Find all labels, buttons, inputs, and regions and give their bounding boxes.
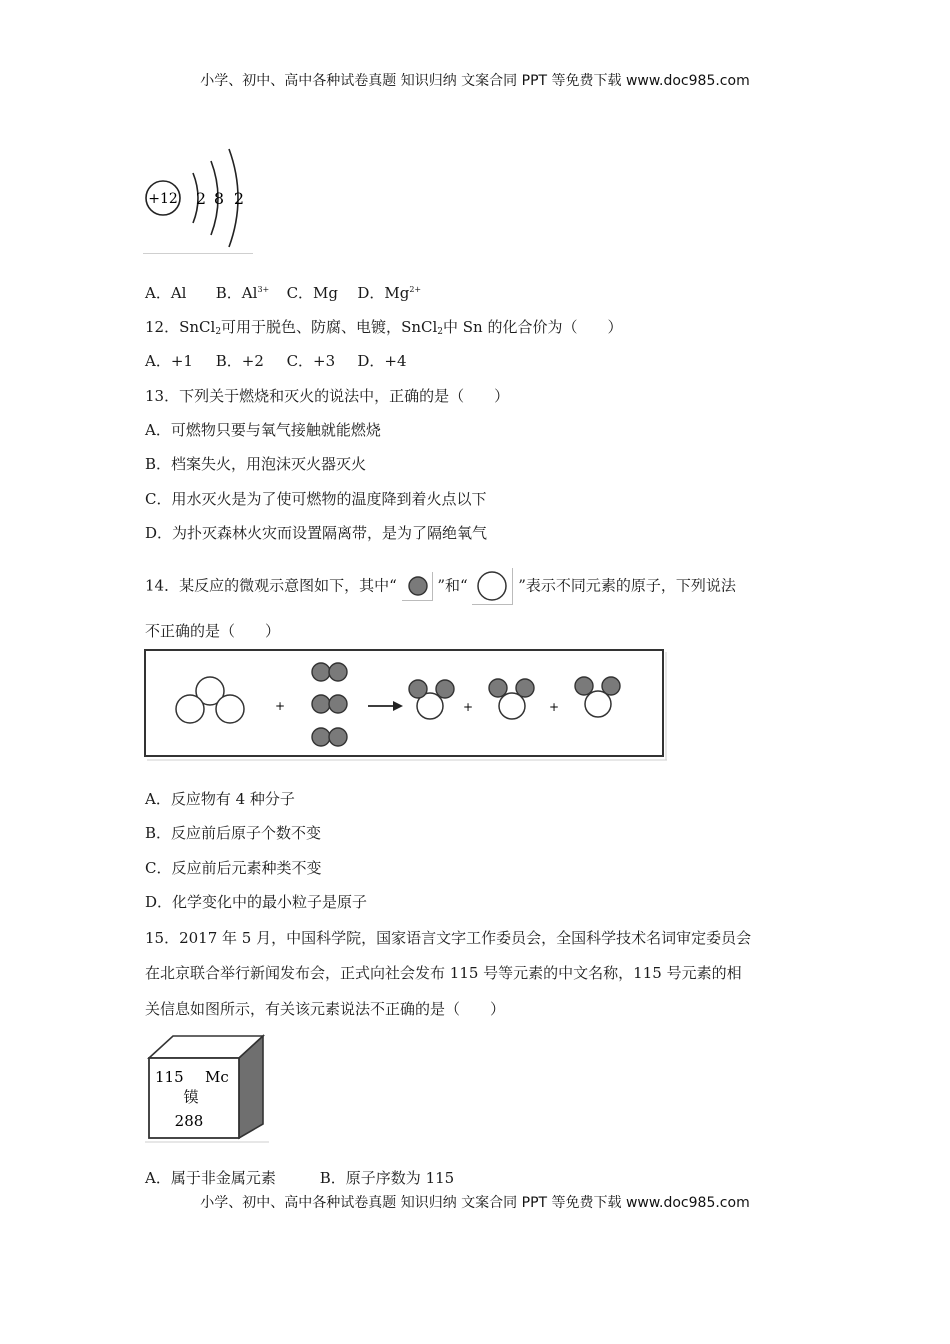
reaction-diagram-svg [143, 648, 668, 764]
q13-stem: 13．下列关于燃烧和灭火的说法中，正确的是（ ） [145, 387, 510, 405]
q14-option-c: C．反应前后元素种类不变 [145, 859, 322, 877]
q11-options [145, 282, 421, 303]
element-atomic-mass: 288 [174, 1112, 204, 1130]
dark-atom-icon [409, 577, 427, 595]
q14-stem-line1: 14．某反应的微观示意图如下，其中“ ”和“ ”表示不同元素的原子，下列说法 [145, 568, 736, 605]
q15-stem-line3: 关信息如图所示，有关该元素说法不正确的是（ ） [145, 1000, 506, 1018]
q11-option-d-charge: 2+ [409, 285, 422, 294]
q14-option-a: A．反应物有 4 种分子 [145, 790, 295, 808]
plus-sign-2: + [462, 700, 474, 714]
light-atom-legend [472, 568, 513, 605]
q15-options [145, 1167, 454, 1188]
q11-option-c: C．Mg [286, 284, 339, 302]
plus-sign-3: + [548, 700, 560, 714]
element-card-svg [143, 1030, 271, 1144]
q13-option-a: A．可燃物只要与氧气接触就能燃烧 [145, 421, 381, 439]
q12-option-c: C．+3 [286, 352, 336, 370]
element-symbol: Mc [205, 1068, 229, 1086]
plus-sign-1: + [274, 699, 286, 713]
q14-option-b: B．反应前后原子个数不变 [145, 824, 322, 842]
light-atom-icon [478, 572, 506, 600]
q15-stem-line2: 在北京联合举行新闻发布会，正式向社会发布 115 号等元素的中文名称，115 号元素的相 [145, 964, 742, 982]
q15-stem-line1: 15．2017 年 5 月，中国科学院，国家语言文字工作委员会，全国科学技术名词审定委员会 [145, 929, 752, 947]
q13-option-c: C．用水灭火是为了使可燃物的温度降到着火点以下 [145, 490, 487, 508]
q12-option-b: B．+2 [215, 352, 264, 370]
q11-option-d: D．$Mg^{2+}$ [357, 284, 422, 302]
q12-options [145, 350, 406, 371]
atom-structure-diagram [143, 143, 253, 254]
q14-stem-line2: 不正确的是（ ） [145, 622, 281, 640]
nucleus-charge: +12 [148, 191, 178, 207]
page-header: 小学、初中、高中各种试卷真题 知识归纳 文案合同 PPT 等免费下载 www.doc985.com [200, 73, 750, 89]
q11-option-b-charge: 3+ [257, 285, 270, 294]
reaction-diagram [143, 648, 668, 768]
element-atomic-number: 115 [155, 1068, 184, 1086]
atom-structure-svg [143, 143, 253, 253]
q13-option-d: D．为扑灭森林火灾而设置隔离带，是为了隔绝氧气 [145, 524, 488, 542]
q14-option-d: D．化学变化中的最小粒子是原子 [145, 893, 368, 911]
dark-atom-legend [402, 572, 433, 601]
page-footer: 小学、初中、高中各种试卷真题 知识归纳 文案合同 PPT 等免费下载 www.doc985.com [200, 1195, 750, 1211]
q15-option-b: B．原子序数为 115 [319, 1169, 455, 1187]
shell-3-electrons: 2 [233, 189, 245, 208]
shell-2-electrons: 8 [213, 189, 225, 208]
q11-option-a: A．Al [145, 284, 187, 302]
shell-1-electrons: 2 [195, 189, 207, 208]
q12-stem: 12．SnCl$_2$可用于脱色、防腐、电镀，SnCl$_2$中 Sn 的化合价为（ ） [145, 318, 623, 337]
q15-option-a: A．属于非金属元素 [145, 1169, 276, 1187]
element-name: 镆 [183, 1088, 199, 1106]
q13-option-b: B．档案失火，用泡沫灭火器灭火 [145, 455, 367, 473]
q12-option-d: D．+4 [357, 352, 407, 370]
element-card [143, 1030, 271, 1148]
q12-option-a: A．+1 [145, 352, 193, 370]
q11-option-b: B．$Al^{3+}$ [215, 284, 270, 302]
